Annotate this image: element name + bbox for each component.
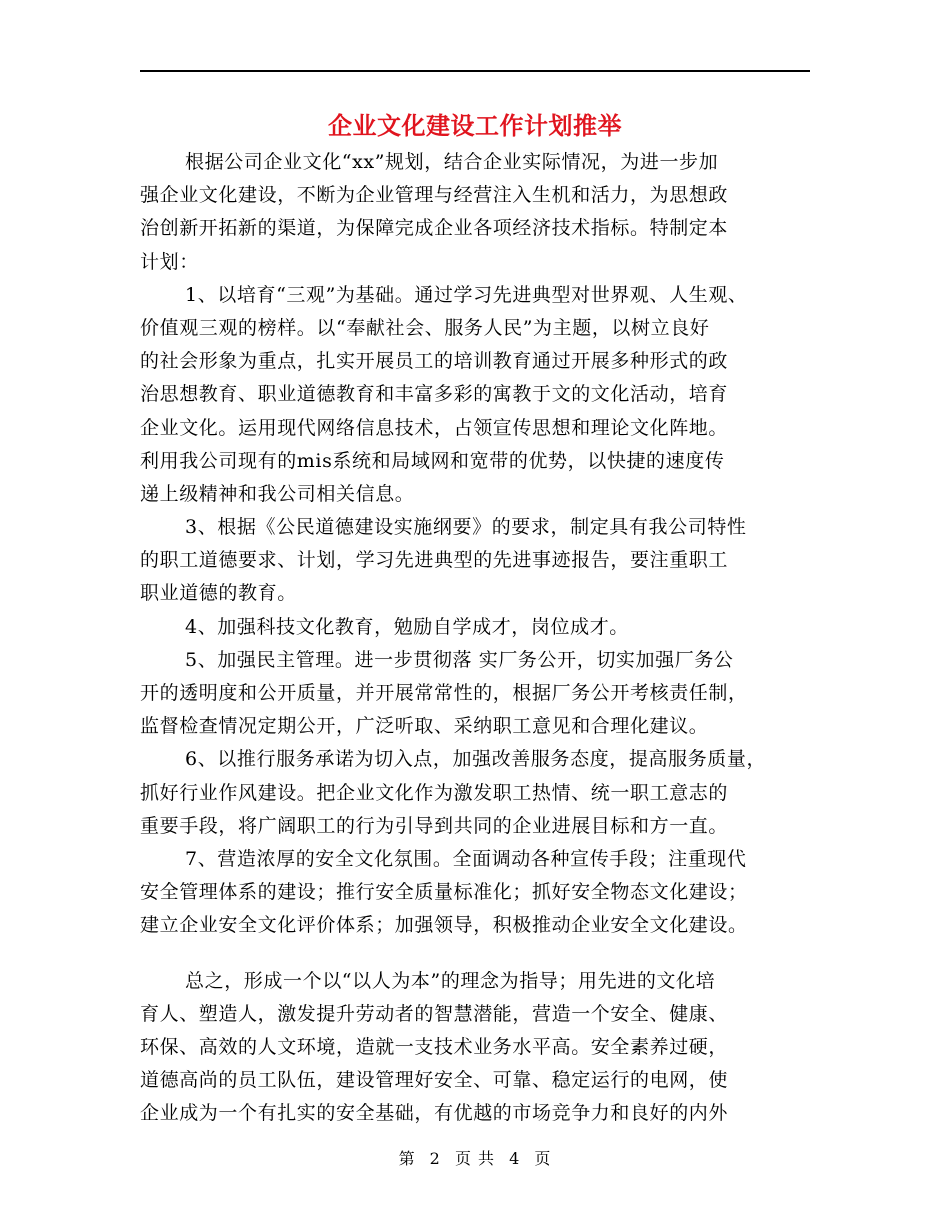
paragraph-line: 6、以推行服务承诺为切入点，加强改善服务态度，提高服务质量， xyxy=(185,748,767,771)
footer-suffix: 页 xyxy=(534,1149,552,1168)
paragraph-line: 强企业文化建设，不断为企业管理与经营注入生机和活力，为思想政 xyxy=(140,184,729,207)
footer-page-number: 2 xyxy=(429,1149,441,1168)
paragraph-line: 利用我公司现有的mis系统和局域网和宽带的优势，以快捷的速度传 xyxy=(140,449,725,472)
paragraph-line: 育人、塑造人，激发提升劳动者的智慧潜能，营造一个安全、健康、 xyxy=(140,1002,729,1025)
paragraph-line: 价值观三观的榜样。以“奉献社会、服务人民”为主题，以树立良好 xyxy=(140,316,710,339)
paragraph-line: 总之，形成一个以“以人为本”的理念为指导；用先进的文化培 xyxy=(185,969,716,992)
paragraph-line: 的职工道德要求、计划，学习先进典型的先进事迹报告，要注重职工 xyxy=(140,549,729,572)
paragraph-line: 抓好行业作风建设。把企业文化作为激发职工热情、统一职工意志的 xyxy=(140,781,729,804)
paragraph-line: 道德高尚的员工队伍，建设管理好安全、可靠、稳定运行的电网，使 xyxy=(140,1069,729,1092)
paragraph-line: 企业文化。运用现代网络信息技术，占领宣传思想和理论文化阵地。 xyxy=(140,416,729,439)
paragraph-line: 根据公司企业文化“xx”规划，结合企业实际情况，为进一步加 xyxy=(185,151,719,173)
paragraph-line: 治思想教育、职业道德教育和丰富多彩的寓教于文的文化活动，培育 xyxy=(140,383,729,406)
paragraph-line: 4、加强科技文化教育，勉励自学成才，岗位成才。 xyxy=(185,615,629,638)
paragraph-line: 治创新开拓新的渠道，为保障完成企业各项经济技术指标。特制定本 xyxy=(140,217,729,240)
paragraph-line: 职业道德的教育。 xyxy=(140,582,297,605)
paragraph-line: 建立企业安全文化评价体系；加强领导，积极推动企业安全文化建设。 xyxy=(140,914,748,937)
footer-mid: 页 共 xyxy=(454,1149,496,1168)
paragraph-line: 7、营造浓厚的安全文化氛围。全面调动各种宣传手段；注重现代 xyxy=(185,847,747,870)
paragraph-line: 开的透明度和公开质量，并开展常常性的，根据厂务公开考核责任制， xyxy=(140,682,748,704)
paragraph-line: 5、加强民主管理。进一步贯彻落 实厂务公开，切实加强厂务公 xyxy=(185,648,734,671)
paragraph-line: 监督检查情况定期公开，广泛听取、采纳职工意见和合理化建议。 xyxy=(140,715,709,738)
document-title: 企业文化建设工作计划推举 xyxy=(328,111,622,140)
header-rule xyxy=(140,70,810,72)
document-body xyxy=(140,146,810,1130)
footer-prefix: 第 xyxy=(398,1149,416,1168)
paragraph-line: 环保、高效的人文环境，造就一支技术业务水平高。安全素养过硬， xyxy=(140,1035,729,1058)
footer-total-pages: 4 xyxy=(509,1149,521,1168)
paragraph-line: 重要手段，将广阔职工的行为引导到共同的企业进展目标和方一直。 xyxy=(140,814,729,837)
paragraph-line: 安全管理体系的建设；推行安全质量标准化；抓好安全物态文化建设； xyxy=(140,881,748,904)
paragraph-line: 递上级精神和我公司相关信息。 xyxy=(140,482,415,505)
paragraph-line: 计划： xyxy=(140,250,199,273)
paragraph-line: 企业成为一个有扎实的安全基础，有优越的市场竞争力和良好的内外 xyxy=(140,1102,729,1125)
paragraph-line: 1、以培育“三观”为基础。通过学习先进典型对世界观、人生观、 xyxy=(185,283,748,306)
paragraph-line: 3、根据《公民道德建设实施纲要》的要求，制定具有我公司特性 xyxy=(185,516,747,539)
paragraph-gap xyxy=(140,943,810,965)
page-footer xyxy=(0,1146,950,1169)
paragraph-line: 的社会形象为重点，扎实开展员工的培训教育通过开展多种形式的政 xyxy=(140,350,729,373)
